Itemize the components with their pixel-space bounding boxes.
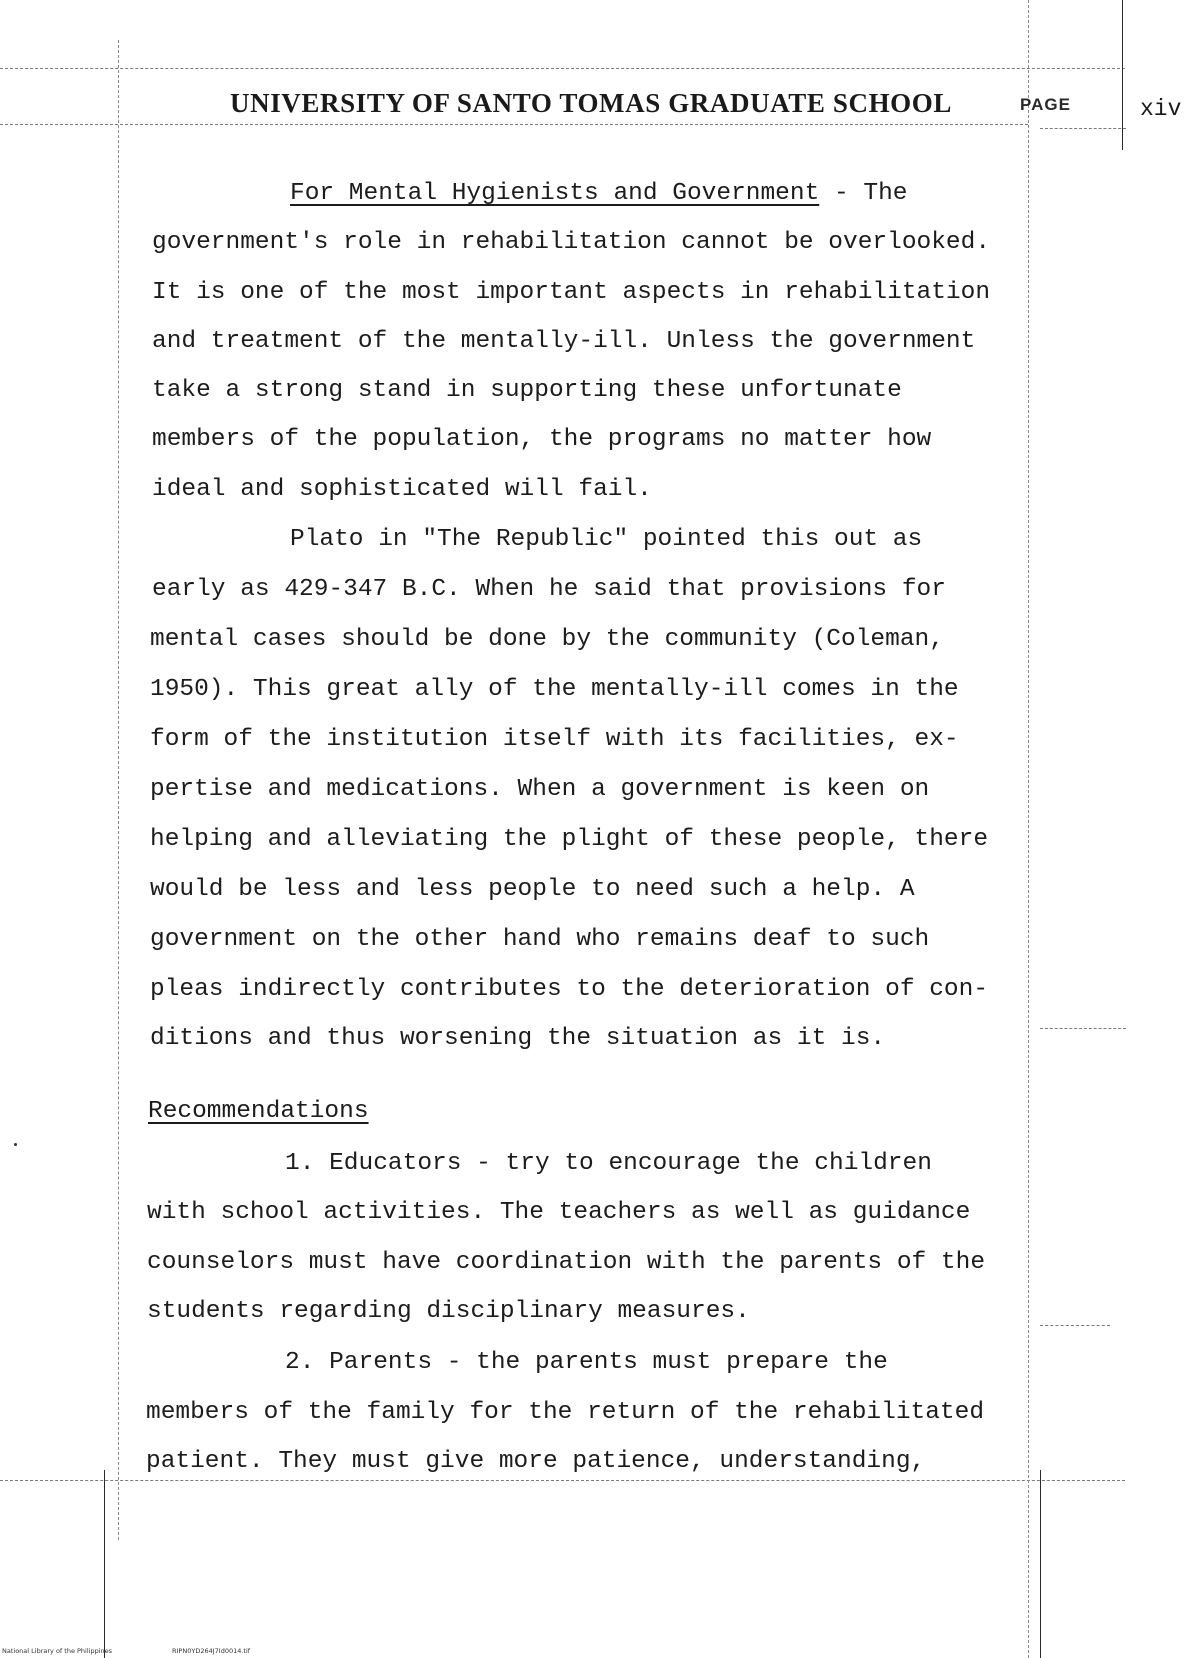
header-bottom-rule: [0, 124, 1028, 125]
scan-speck: [14, 1143, 17, 1146]
footer-file-ref: RIPN0YD264J7Id0014.tif: [172, 1647, 251, 1655]
section-heading-suffix: - The: [819, 180, 908, 207]
top-dashed-rule: [0, 68, 1125, 69]
recommendation-line: 1. Educators - try to encourage the children: [285, 1150, 932, 1177]
far-right-rule-lower: [1040, 1470, 1041, 1658]
paragraph-line: early as 429-347 B.C. When he said that provisions for: [152, 576, 946, 603]
margin-tick: [1040, 1325, 1110, 1326]
paragraph-line: would be less and less people to need such a help. A: [150, 876, 915, 903]
paragraph-line: ditions and thus worsening the situation as it is.: [150, 1025, 886, 1052]
right-margin-rule: [1028, 0, 1029, 1658]
footer-library-note: National Library of the Philippines: [2, 1647, 113, 1655]
paragraph-line: government's role in rehabilitation cannot be overlooked.: [152, 229, 991, 256]
paragraph-line: 1950). This great ally of the mentally-ill comes in the: [150, 676, 959, 703]
paragraph-line: mental cases should be done by the community (Coleman,: [150, 626, 944, 653]
section-heading-line: [290, 182, 908, 207]
paragraph-line: and treatment of the mentally-ill. Unless the government: [152, 328, 976, 355]
page-label: PAGE: [1020, 95, 1071, 114]
paragraph-line: pertise and medications. When a government is keen on: [150, 776, 930, 803]
recommendation-line: students regarding disciplinary measures.: [147, 1298, 750, 1325]
page-number: xiv: [1140, 96, 1182, 122]
recommendation-line: patient. They must give more patience, understanding,: [146, 1448, 926, 1475]
paragraph-line: pleas indirectly contributes to the deterioration of con-: [150, 976, 989, 1003]
paragraph-line: government on the other hand who remains deaf to such: [150, 926, 930, 953]
section-heading: For Mental Hygienists and Government: [290, 180, 820, 207]
paragraph-line: It is one of the most important aspects in rehabilitation: [152, 279, 991, 306]
paragraph-line: form of the institution itself with its facilities, ex-: [150, 726, 959, 753]
paragraph-line: ideal and sophisticated will fail.: [152, 476, 652, 503]
bottom-dashed-rule: [0, 1480, 1125, 1481]
recommendation-line: counselors must have coordination with the parents of the: [147, 1249, 986, 1276]
paragraph-line: helping and alleviating the plight of these people, there: [150, 826, 989, 853]
lower-left-margin-rule: [104, 1470, 105, 1658]
header-title: UNIVERSITY OF SANTO TOMAS GRADUATE SCHOOL: [230, 88, 952, 118]
paragraph-line: members of the population, the programs no matter how: [152, 426, 932, 453]
left-margin-rule: [118, 40, 119, 1540]
paragraph-line: Plato in "The Republic" pointed this out as: [290, 526, 923, 553]
recommendation-line: members of the family for the return of the rehabilitated: [146, 1399, 985, 1426]
paragraph-line: take a strong stand in supporting these unfortunate: [152, 377, 902, 404]
recommendation-line: with school activities. The teachers as well as guidance: [147, 1199, 971, 1226]
far-right-rule: [1122, 0, 1123, 150]
recommendations-heading: Recommendations: [148, 1098, 369, 1125]
page-number-box-bottom-rule: [1040, 128, 1126, 129]
margin-tick: [1040, 1028, 1126, 1029]
recommendation-line: 2. Parents - the parents must prepare the: [285, 1349, 888, 1376]
